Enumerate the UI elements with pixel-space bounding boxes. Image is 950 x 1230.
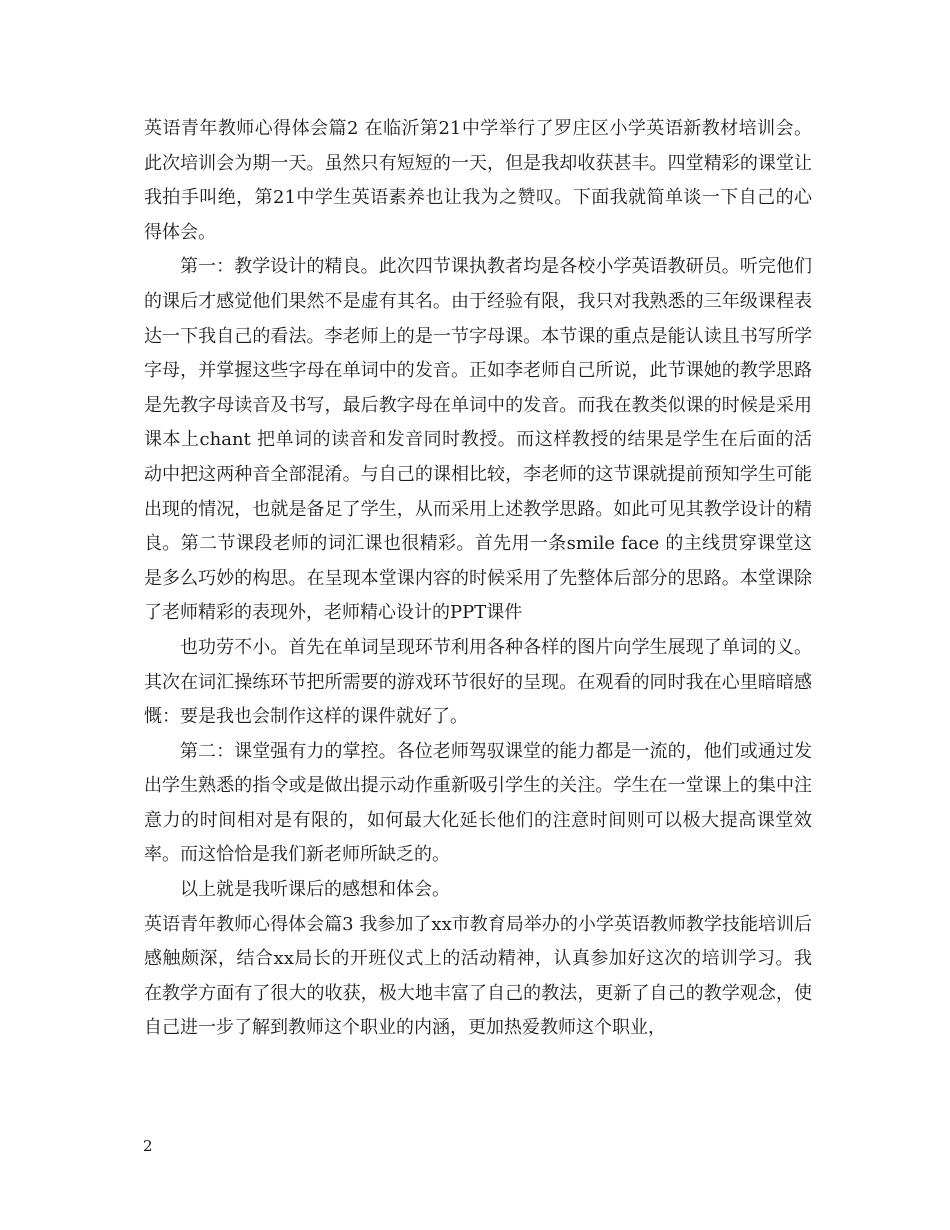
document-body	[144, 112, 812, 1046]
paragraph-conclusion: 以上就是我听课后的感想和体会。	[180, 879, 450, 901]
paragraph-ppt-courseware: 也功劳不小。首先在单词呈现环节利用各种各样的图片向学生展现了单词的义。其次在词汇操练环节把所需要的游戏环节很好的呈现。在观看的同时我在心里暗暗感慨：要是我也会制作这样的课件就好了。	[144, 636, 812, 728]
page-number: 2	[143, 1137, 153, 1155]
paragraph-text: 我参加了xx市教育局举办的小学英语教师教学技能培训后感触颇深，结合xx局长的开班仪式上的活动精神，认真参加好这次的培训学习。我在教学方面有了很大的收获，极大地丰富了自己的教法，更新了自己的教学观念，使自己进一步了解到教师这个职业的内涵，更加热爱教师这个职业，	[144, 913, 812, 1039]
paragraph-teaching-design: 第一：教学设计的精良。此次四节课执教者均是各校小学英语教研员。听完他们的课后才感觉他们果然不是虚有其名。由于经验有限，我只对我熟悉的三年级课程表达一下我自己的看法。李老师上的是一节字母课。本节课的重点是能认读且书写所学字母，并掌握这些字母在单词中的发音。正如李老师自己所说，此节课她的教学思路是先教字母读音及书写，最后教字母在单词中的发音。而我在教类似课的时候是采用课本上chant 把单词的读音和发音同时教授。而这样教授的结果是学生在后面的活动中把这两种音全部混淆。与自己的课相比较，李老师的这节课就提前预知学生可能出现的情况，也就是备足了学生，从而采用上述教学思路。如此可见其教学设计的精良。第二节课段老师的词汇课也很精彩。首先用一条smile face 的主线贯穿课堂这是多么巧妙的构思。在呈现本堂课内容的时候采用了先整体后部分的思路。本堂课除了老师精彩的表现外，老师精心设计的PPT课件	[144, 256, 812, 624]
section-paragraph-3	[144, 908, 812, 1046]
section-paragraph-2	[144, 112, 812, 250]
section-heading-3: 英语青年教师心得体会篇3	[144, 913, 354, 935]
section-heading-2: 英语青年教师心得体会篇2	[144, 118, 359, 139]
paragraph-classroom-control: 第二：课堂强有力的掌控。各位老师驾驭课堂的能力都是一流的，他们或通过发出学生熟悉的指令或是做出提示动作重新吸引学生的关注。学生在一堂课上的集中注意力的时间相对是有限的，如何最大化延长他们的注意时间则可以极大提高课堂效率。而这恰恰是我们新老师所缺乏的。	[144, 740, 812, 866]
paragraph-text: 在临沂第21中学举行了罗庄区小学英语新教材培训会。此次培训会为期一天。虽然只有短短的一天，但是我却收获甚丰。四堂精彩的课堂让我拍手叫绝，第21中学生英语素养也让我为之赞叹。下面我就简单谈一下自己的心得体会。	[144, 118, 812, 243]
